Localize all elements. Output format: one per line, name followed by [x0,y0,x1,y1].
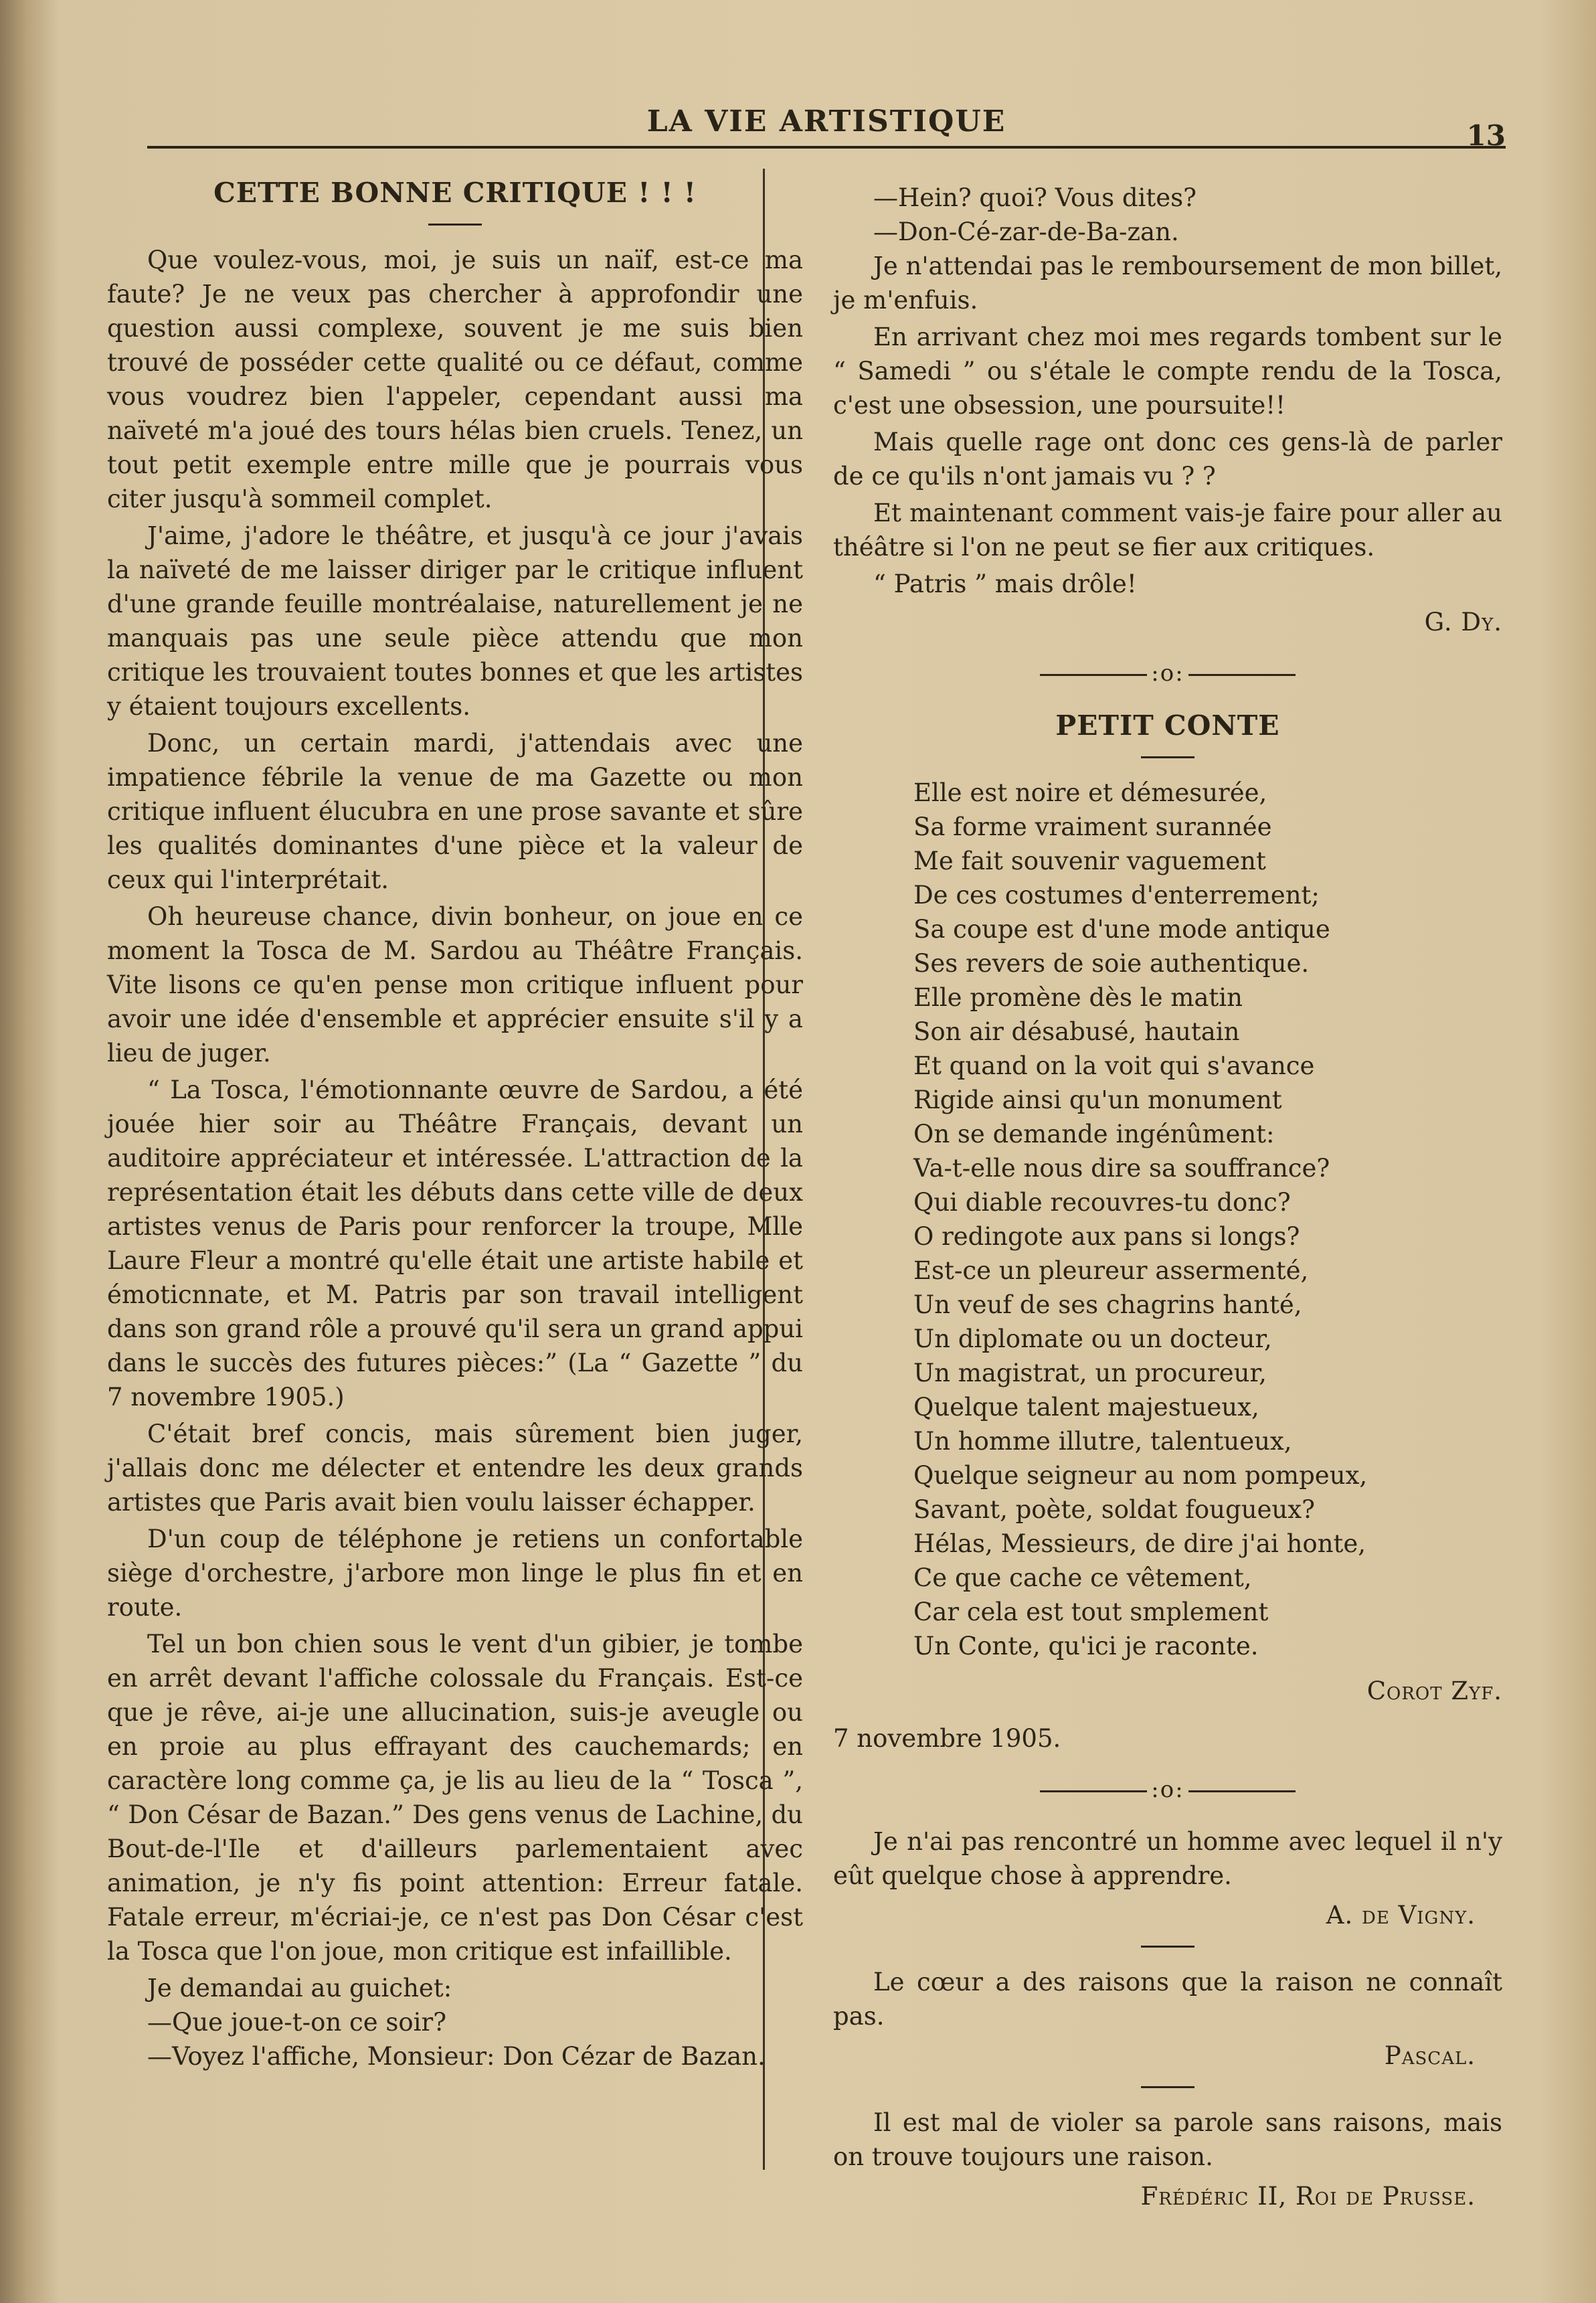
running-head [147,99,1506,152]
poem-line: Est-ce un pleureur assermenté, [913,1256,1309,1285]
continuation-paragraph: En arrivant chez moi mes regards tombent sur le “ Samedi ” ou s'étale le compte rendu de la Tosca, c'est une obsession, une poursuite!! [833,323,1502,420]
article-paragraph: Donc, un certain mardi, j'attendais avec une impatience fébrile la venue de ma Gazette ou mon critique influent élucubra en une prose savante et sûre les qualités dominantes d'une pièce et la valeur de ceux qui l'interprétait. [107,729,803,894]
poem-line: Car cela est tout smplement [913,1598,1269,1626]
article-paragraph: “ La Tosca, l'émotionnante œuvre de Sardou, a été jouée hier soir au Théâtre Français, devant un auditoire appréciateur et intéressée. L'attraction de la représentation était les débuts dans cette ville de deux artistes venus de Paris pour renforcer la troupe, Mlle Laure Fleur a montré qu'elle était une artiste habile et émoticnnate, et M. Patris par son travail intelligent dans son grand rôle a prouvé qu'il sera un grand appui dans le succès des futures pièces:” (La “ Gazette ” du 7 novembre 1905.) [107,1076,803,1412]
section-separator-2 [833,1773,1502,1807]
article-paragraph: Oh heureuse chance, divin bonheur, on joue en ce moment la Tosca de M. Sardou au Théâtre Français. Vite lisons ce qu'en pense mon critique influent pour avoir une idée d'ensemble et apprécier ensuite s'il y a lieu de juger. [107,902,803,1068]
poem-line: Et quand on la voit qui s'avance [913,1051,1315,1080]
dialogue-line: —Que joue-t-on ce soir? [147,2008,447,2037]
section-separator [833,657,1502,691]
poem-line: On se demande ingénûment: [913,1120,1275,1148]
poem-line: Hélas, Messieurs, de dire j'ai honte, [913,1529,1366,1558]
quote [833,1965,1502,2073]
poem-line: Un Conte, qu'ici je raconte. [913,1632,1259,1660]
poem-line: De ces costumes d'enterrement; [913,881,1320,910]
left-column [107,175,803,2073]
poem-line: Un veuf de ses chagrins hanté, [913,1290,1302,1319]
article-paragraph: J'aime, j'adore le théâtre, et jusqu'à ce jour j'avais la naïveté de me laisser diriger par le critique influent d'une grande feuille montréalaise, naturellement je ne manquais pas une seule pièce attendu que mon critique les trouvaient toutes bonnes et que les artistes y étaient toujours excellents. [107,521,803,721]
separator-line [1188,1790,1296,1792]
poem-line: Elle promène dès le matin [913,983,1243,1012]
continuation-line: —Hein? quoi? Vous dites? [873,183,1196,212]
quote-author: Frédéric II, Roi de Prusse. [1140,2182,1476,2211]
continuation-paragraph: Je n'attendai pas le remboursement de mon billet, je m'enfuis. [833,252,1502,315]
article-title: CETTE BONNE CRITIQUE ! ! ! [213,177,697,209]
quote-text: Le cœur a des raisons que la raison ne connaît pas. [833,1968,1502,2031]
separator-mark: :o: [1151,660,1184,687]
quote-text: Il est mal de violer sa parole sans raisons, mais on trouve toujours une raison. [833,2108,1502,2171]
poem-line: Quelque seigneur au nom pompeux, [913,1461,1368,1490]
continuation-line: —Don-Cé-zar-de-Ba-zan. [873,218,1179,246]
poem-line: Savant, poète, soldat fougueux? [913,1495,1315,1524]
poem-line: Me fait souvenir vaguement [913,847,1266,875]
dialogue-line: Je demandai au guichet: [147,1974,452,2002]
poem-date: 7 novembre 1905. [833,1724,1061,1753]
quote-rule [1141,2086,1194,2088]
poem-line: Va-t-elle nous dire sa souffrance? [913,1154,1330,1183]
publication-title: LA VIE ARTISTIQUE [646,104,1006,139]
separator-line [1188,674,1296,676]
poem-line: Un magistrat, un procureur, [913,1359,1267,1387]
article-signature: G. Dy. [1424,608,1502,636]
continuation-paragraph: Et maintenant comment vais-je faire pour aller au théâtre si l'on ne peut se fier aux critiques. [833,499,1502,562]
article-paragraph: D'un coup de téléphone je retiens un confortable siège d'orchestre, j'arbore mon linge le plus fin et en route. [107,1525,803,1622]
poem-line: Quelque talent majestueux, [913,1393,1259,1422]
poem-title: PETIT CONTE [1055,709,1280,742]
quote [833,1824,1502,1932]
separator-mark: :o: [1151,1776,1184,1803]
poem-line: Elle est noire et démesurée, [913,778,1267,807]
poem-line: Sa coupe est d'une mode antique [913,915,1330,944]
separator-line [1040,1790,1147,1792]
poem-line: Rigide ainsi qu'un monument [913,1086,1282,1114]
poem-line: Qui diable recouvres-tu donc? [913,1188,1291,1217]
continuation-paragraph: “ Patris ” mais drôle! [873,570,1137,598]
article-paragraph: Que voulez-vous, moi, je suis un naïf, est-ce ma faute? Je ne veux pas chercher à approfondir une question aussi complexe, souvent je me suis bien trouvé de posséder cette qualité ou ce défaut, comme vous voudrez bien l'appeler, cependant aussi ma naïveté m'a joué des tours hélas bien cruels. Tenez, un tout petit exemple entre mille que je pourrais vous citer jusqu'à sommeil complet. [107,246,803,513]
page-number: 13 [1466,119,1506,152]
dialogue-line: —Voyez l'affiche, Monsieur: Don Cézar de Bazan. [147,2042,766,2071]
title-rule [428,224,482,226]
poem-line: Sa forme vraiment surannée [913,813,1272,841]
poem-line: Ce que cache ce vêtement, [913,1563,1252,1592]
poem [913,776,1502,1663]
poem-line: Un homme illutre, talentueux, [913,1427,1292,1456]
quote-author: A. de Vigny. [1326,1901,1476,1930]
quote [833,2106,1502,2213]
separator-line [1040,674,1147,676]
right-column [833,181,1502,2213]
poem-author: Corot Zyf. [1366,1677,1502,1705]
quote-rule [1141,1946,1194,1948]
quote-author: Pascal. [1384,2041,1476,2070]
poem-line: O redingote aux pans si longs? [913,1222,1300,1251]
header-rule [147,146,1506,149]
article-paragraph: C'était bref concis, mais sûrement bien juger, j'allais donc me délecter et entendre les deux grands artistes que Paris avait bien voulu laisser échapper. [107,1420,803,1517]
quote-text: Je n'ai pas rencontré un homme avec lequel il n'y eût quelque chose à apprendre. [833,1827,1502,1890]
poem-line: Un diplomate ou un docteur, [913,1325,1272,1353]
poem-line: Son air désabusé, hautain [913,1017,1240,1046]
poem-line: Ses revers de soie authentique. [913,949,1310,978]
continuation-paragraph: Mais quelle rage ont donc ces gens-là de parler de ce qu'ils n'ont jamais vu ? ? [833,428,1502,491]
poem-title-rule [1141,756,1194,758]
article-paragraph: Tel un bon chien sous le vent d'un gibier, je tombe en arrêt devant l'affiche colossale du Français. Est-ce que je rêve, ai-je une allucination, suis-je aveugle ou en proie au plus effrayant des cauchemards; en caractère long comme ça, je lis au lieu de la “ Tosca ”, “ Don César de Bazan.” Des gens venus de Lachine, du Bout-de-l'Ile et d'ailleurs parlementaient avec animation, je n'y fis point attention: Erreur fatale. Fatale erreur, m'écriai-je, ce n'est pas Don César c'est la Tosca que l'on joue, mon critique est infaillible. [107,1630,803,1966]
